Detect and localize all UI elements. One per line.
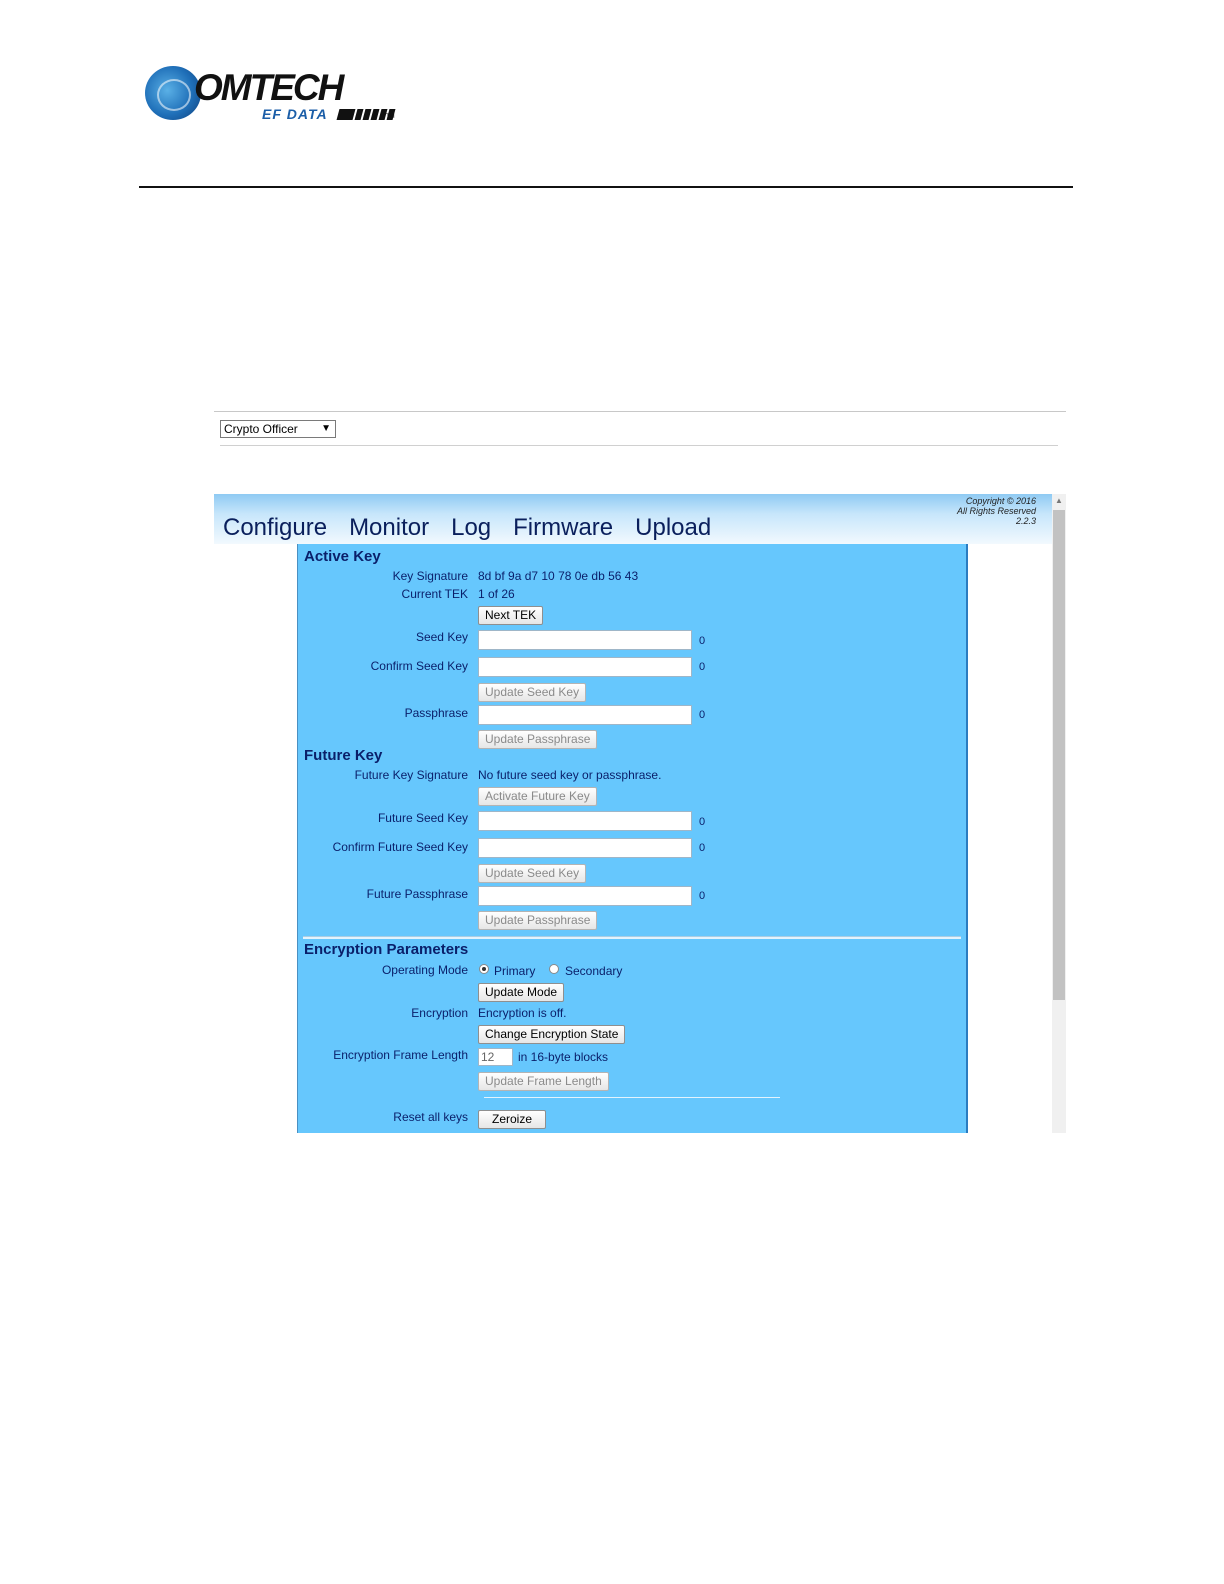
seed-key-input[interactable] bbox=[478, 630, 692, 650]
mode-secondary-radio[interactable] bbox=[549, 964, 559, 974]
comtech-logo bbox=[142, 64, 397, 124]
change-encryption-state-button[interactable]: Change Encryption State bbox=[478, 1025, 625, 1044]
passphrase-label: Passphrase bbox=[404, 706, 468, 720]
dropdown-arrow-icon: ▼ bbox=[321, 423, 331, 434]
future-seed-key-input[interactable] bbox=[478, 811, 692, 831]
globe-icon bbox=[145, 66, 201, 120]
confirm-seed-key-count: 0 bbox=[699, 661, 706, 673]
scroll-thumb[interactable] bbox=[1053, 510, 1065, 1000]
divider bbox=[214, 411, 1066, 412]
version-label: 2.2.3 bbox=[1015, 516, 1036, 526]
logo-main-text: OMTECH bbox=[194, 67, 343, 108]
future-key-signature-label: Future Key Signature bbox=[354, 768, 468, 782]
reset-keys-label: Reset all keys bbox=[393, 1110, 468, 1124]
next-tek-button[interactable]: Next TEK bbox=[478, 606, 543, 625]
nav-log[interactable]: Log bbox=[451, 514, 492, 541]
divider bbox=[220, 445, 1058, 446]
encryption-label: Encryption bbox=[411, 1006, 468, 1020]
nav-banner bbox=[214, 494, 1052, 544]
update-frame-length-button[interactable]: Update Frame Length bbox=[478, 1072, 609, 1091]
future-passphrase-label: Future Passphrase bbox=[366, 887, 468, 901]
seed-key-count: 0 bbox=[699, 635, 706, 647]
zeroize-button[interactable]: Zeroize bbox=[478, 1110, 546, 1129]
scroll-up-icon[interactable]: ▲ bbox=[1055, 496, 1063, 505]
future-key-signature-value: No future seed key or passphrase. bbox=[478, 768, 662, 782]
key-signature-value: 8d bf 9a d7 10 78 0e db 56 43 bbox=[478, 569, 639, 583]
update-mode-button[interactable]: Update Mode bbox=[478, 983, 564, 1002]
confirm-future-seed-key-label: Confirm Future Seed Key bbox=[332, 840, 468, 854]
encryption-status: Encryption is off. bbox=[478, 1006, 567, 1020]
update-passphrase-button[interactable]: Update Passphrase bbox=[478, 730, 597, 749]
role-select-value: Crypto Officer bbox=[224, 422, 298, 436]
vertical-scrollbar[interactable] bbox=[1052, 494, 1066, 1133]
mode-secondary-label: Secondary bbox=[565, 964, 623, 978]
logo-sub-text: EF DATA bbox=[262, 106, 328, 122]
current-tek-label: Current TEK bbox=[401, 587, 468, 601]
header-rule bbox=[139, 186, 1073, 188]
activate-future-key-button[interactable]: Activate Future Key bbox=[478, 787, 597, 806]
logo-trademark: TM bbox=[386, 114, 395, 120]
operating-mode-label: Operating Mode bbox=[381, 963, 468, 977]
future-seed-key-label: Future Seed Key bbox=[377, 811, 468, 825]
key-signature-label: Key Signature bbox=[392, 569, 468, 583]
copyright-line: Copyright © 2016 bbox=[965, 496, 1036, 506]
update-seed-key-button[interactable]: Update Seed Key bbox=[478, 683, 586, 702]
frame-length-label: Encryption Frame Length bbox=[333, 1048, 468, 1062]
passphrase-count: 0 bbox=[699, 709, 706, 721]
mode-primary-radio[interactable] bbox=[479, 964, 489, 974]
main-nav bbox=[223, 514, 711, 542]
confirm-future-seed-key-count: 0 bbox=[699, 842, 706, 854]
section-divider bbox=[303, 936, 961, 939]
app-window bbox=[214, 494, 1066, 1133]
confirm-future-seed-key-input[interactable] bbox=[478, 838, 692, 858]
role-select[interactable] bbox=[220, 420, 336, 438]
confirm-seed-key-input[interactable] bbox=[478, 657, 692, 677]
active-key-title: Active Key bbox=[304, 548, 381, 565]
crypto-panel bbox=[297, 544, 968, 1133]
copyright-notice bbox=[957, 496, 1036, 526]
encryption-parameters-title: Encryption Parameters bbox=[304, 941, 469, 958]
frame-length-input[interactable]: 12 bbox=[478, 1048, 513, 1066]
update-future-passphrase-button[interactable]: Update Passphrase bbox=[478, 911, 597, 930]
current-tek-value: 1 of 26 bbox=[478, 587, 515, 601]
divider bbox=[484, 1097, 780, 1098]
future-passphrase-input[interactable] bbox=[478, 886, 692, 906]
seed-key-label: Seed Key bbox=[415, 630, 468, 644]
nav-upload[interactable]: Upload bbox=[635, 514, 712, 541]
update-future-seed-key-button[interactable]: Update Seed Key bbox=[478, 864, 586, 883]
future-seed-key-count: 0 bbox=[699, 816, 706, 828]
rights-line: All Rights Reserved bbox=[956, 506, 1036, 516]
nav-firmware[interactable]: Firmware bbox=[513, 514, 614, 541]
passphrase-input[interactable] bbox=[478, 705, 692, 725]
frame-length-unit: in 16-byte blocks bbox=[518, 1050, 609, 1064]
future-key-title: Future Key bbox=[304, 747, 383, 764]
future-passphrase-count: 0 bbox=[699, 890, 706, 902]
confirm-seed-key-label: Confirm Seed Key bbox=[370, 659, 468, 673]
nav-monitor[interactable]: Monitor bbox=[349, 514, 430, 541]
nav-configure[interactable]: Configure bbox=[223, 514, 328, 541]
mode-primary-label: Primary bbox=[494, 964, 536, 978]
